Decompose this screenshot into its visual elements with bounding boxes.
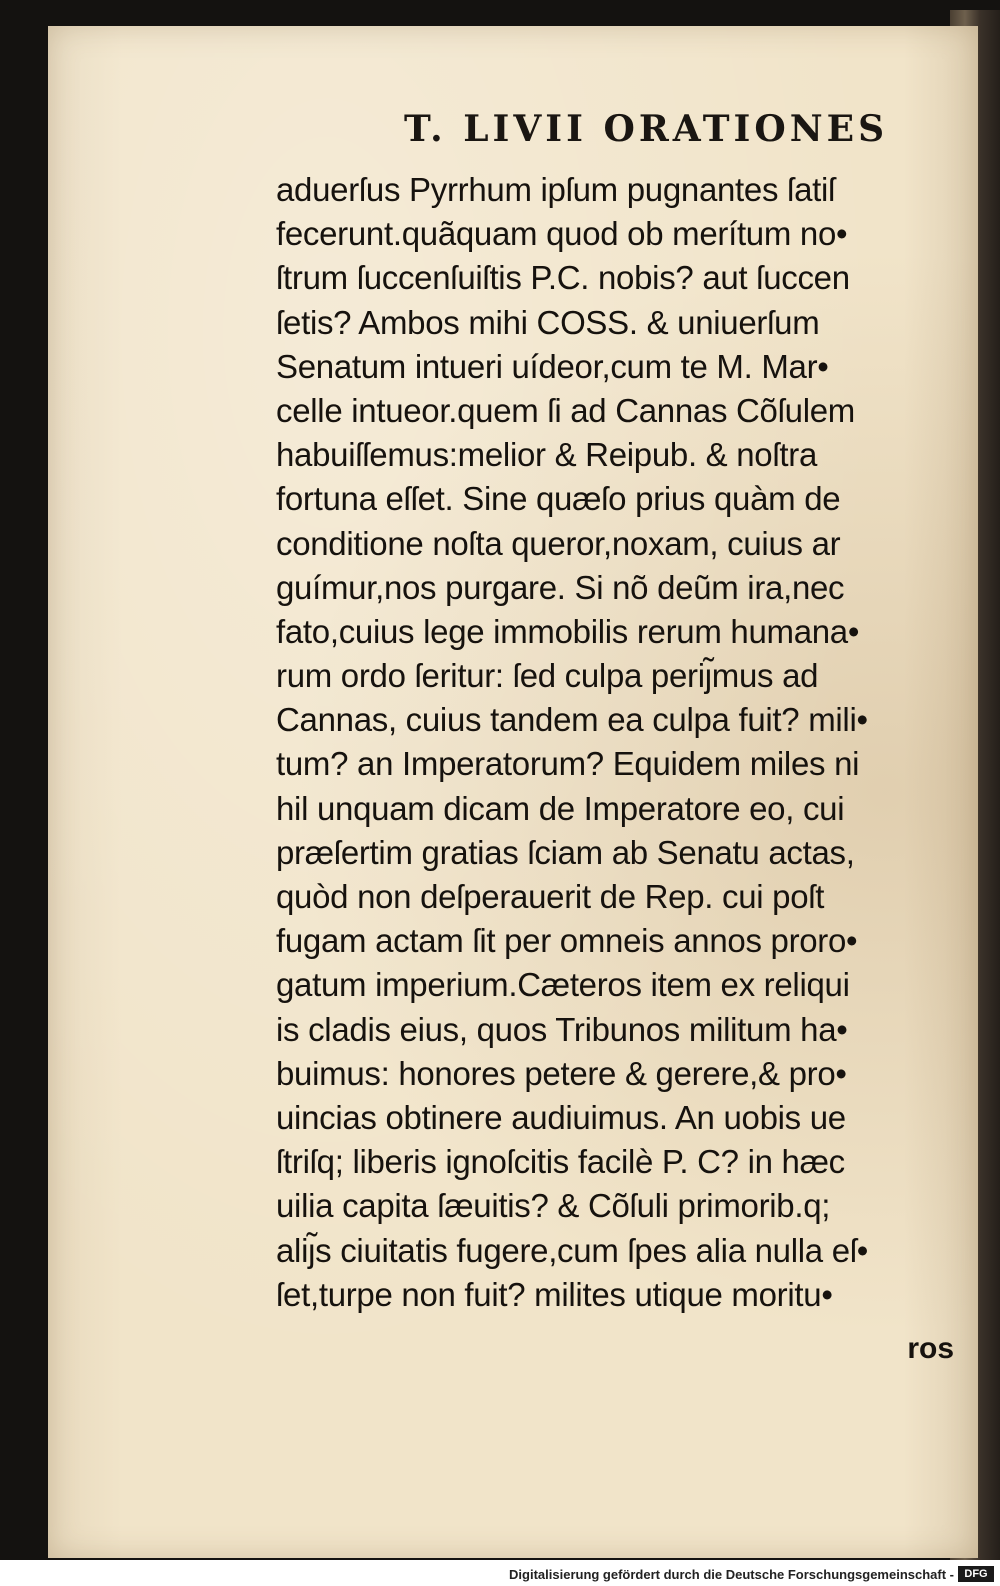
text-line: conditione noſta queror,noxam, cuius ar [276, 524, 841, 562]
text-line: fecerunt.quãquam quod ob merítum no• [276, 215, 848, 253]
text-line: tum? an Imperatorum? Equidem miles ni [276, 745, 860, 783]
text-line: Cannas, cuius tandem ea culpa fuit? mili• [276, 701, 868, 739]
dfg-logo-icon: DFG [958, 1566, 994, 1582]
text-line: uilia capita ſæuitis? & Cõſuli primorib.q; [276, 1187, 831, 1225]
text-line: præſertim gratias ſciam ab Senatu actas, [276, 833, 855, 871]
text-line: hil unquam dicam de Imperatore eo, cui [276, 789, 845, 827]
text-line: gatum imperium.Cæteros item ex reliqui [276, 966, 850, 1004]
catchword: ros [907, 1332, 954, 1365]
text-line: is cladis eius, quos Tribunos militum ha• [276, 1010, 848, 1048]
text-line: ſtriſq; liberis ignoſcitis facilè P. C? in hæc [276, 1143, 845, 1181]
text-line: fato,cuius lege immobilis rerum humana• [276, 612, 860, 650]
text-line: celle intueor.quem ſi ad Cannas Cõſulem [276, 391, 855, 429]
text-line: guímur,nos purgare. Si nõ deũm ira,nec [276, 568, 845, 606]
text-line: ſetis? Ambos mihi COSS. & uniuerſum [276, 303, 820, 341]
footer-bar [0, 1560, 1000, 1586]
text-line: rum ordo ſeritur: ſed culpa periȷ̃mus ad [276, 657, 819, 695]
text-line: buimus: honores petere & gerere,& pro• [276, 1054, 847, 1092]
text-line: fortuna eſſet. Sine quæſo prius quàm de [276, 480, 841, 518]
text-line: fugam actam ſit per omneis annos proro• [276, 922, 858, 960]
text-line: ſet,turpe non fuit? milites utique moritu• [276, 1275, 833, 1313]
running-title: T. LIVII ORATIONES [404, 108, 889, 150]
text-line: aliȷ̃s ciuitatis fugere,cum ſpes alia nulla eſ• [276, 1231, 869, 1269]
text-line: Senatum intueri uídeor,cum te M. Mar• [276, 347, 829, 385]
text-line: uincias obtinere audiuimus. An uobis ue [276, 1098, 846, 1136]
funding-credit: Digitalisierung gefördert durch die Deutsche Forschungsgemeinschaft - [509, 1567, 954, 1582]
body-text [276, 168, 966, 1317]
text-line: quòd non deſperauerit de Rep. cui poſt [276, 878, 825, 915]
text-line: ſtrum ſuccenſuiſtis P.C. nobis? aut ſuccen [276, 259, 850, 297]
text-line: habuiſſemus:melior & Reipub. & noſtra [276, 436, 818, 474]
text-line: aduerſus Pyrrhum ipſum pugnantes ſatiſ [276, 171, 836, 208]
